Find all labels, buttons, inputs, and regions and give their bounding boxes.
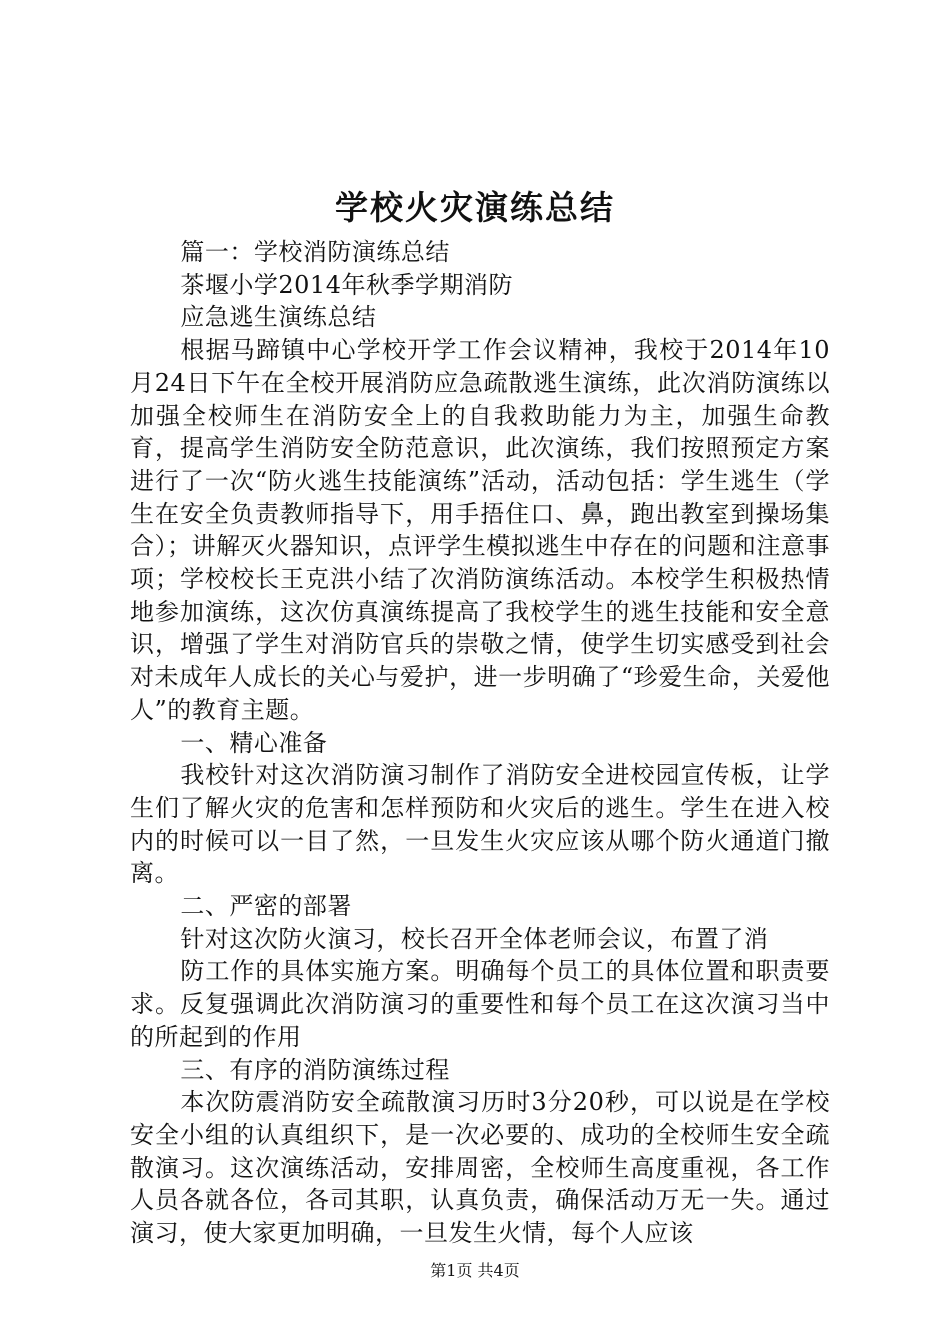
paragraph: 篇一：学校消防演练总结 (180, 238, 450, 266)
page-footer: 第1页 共4页 (430, 1261, 520, 1280)
paragraph: 我校针对这次消防演习制作了消防安全进校园宣传板，让学生们了解火灾的危害和怎样预防和火灾后的逃生。学生在进入校内的时候可以一目了然，一旦发生火灾应该从哪个防火通道门撤离。 (130, 761, 830, 888)
paragraph: 本次防震消防安全疏散演习历时3分20秒，可以说是在学校安全小组的认真组织下，是一次必要的、成功的全校师生安全疏散演习。这次演练活动，安排周密，全校师生高度重视，各工作人员各就各位，各司其职，认真负责，确保活动万无一失。通过演习，使大家更加明确，一旦发生火情，每个人应该 (130, 1088, 830, 1248)
document-body (130, 236, 830, 1250)
paragraph: 针对这次防火演习，校长召开全体老师会议，布置了消 (180, 924, 769, 953)
section-heading: 三、有序的消防演练过程 (180, 1055, 450, 1084)
section-heading: 一、精心准备 (180, 728, 328, 757)
paragraph: 茶堰小学2014年秋季学期消防 (180, 270, 513, 299)
section-heading: 二、严密的部署 (180, 892, 352, 921)
paragraph: 根据马蹄镇中心学校开学工作会议精神，我校于2014年10月24日下午在全校开展消防应急疏散逃生演练，此次消防演练以加强全校师生在消防安全上的自我救助能力为主，加强生命教育，提高学生消防安全防范意识，此次演练，我们按照预定方案进行了一次“防火逃生技能演练”活动，活动包括：学生逃生（学生在安全负责教师指导下，用手捂住口、鼻，跑出教室到操场集合）；讲解灭火器知识，点评学生模拟逃生中存在的问题和注意事项；学校校长王克洪小结了次消防演练活动。本校学生积极热情地参加演练，这次仿真演练提高了我校学生的逃生技能和安全意识，增强了学生对消防官兵的崇敬之情，使学生切实感受到社会对未成年人成长的关心与爱护，进一步明确了“珍爱生命，关爱他人”的教育主题。 (130, 336, 830, 724)
paragraph: 应急逃生演练总结 (180, 303, 377, 332)
paragraph: 防工作的具体实施方案。明确每个员工的具体位置和职责要求。反复强调此次消防演习的重要性和每个员工在这次演习当中的所起到的作用 (130, 957, 830, 1051)
document-title: 学校火灾演练总结 (335, 188, 615, 227)
